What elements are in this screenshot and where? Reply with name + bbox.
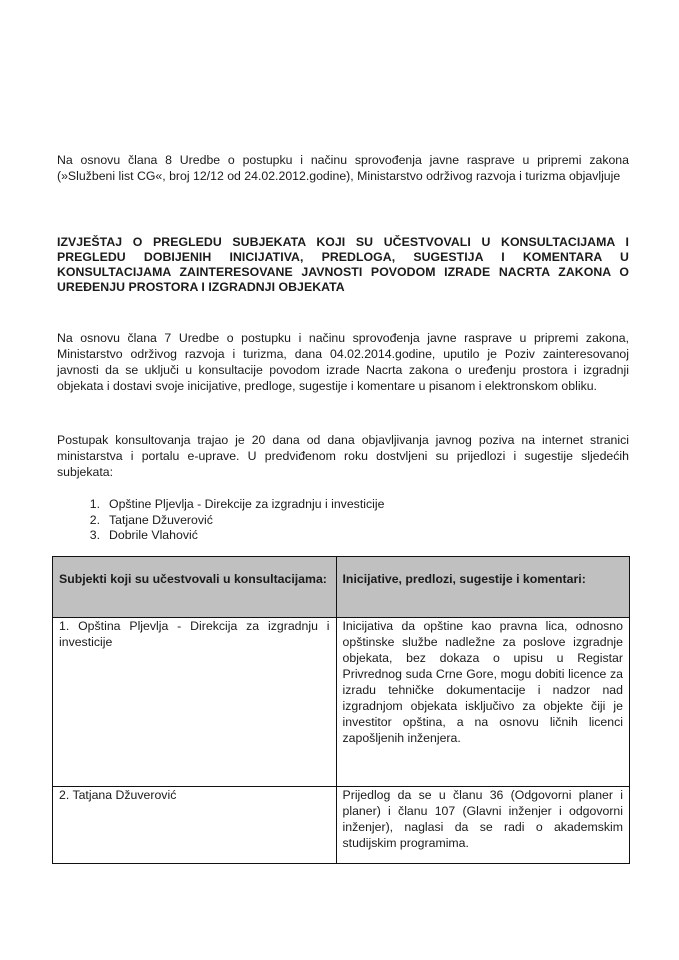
- list-item: [80, 528, 384, 544]
- table-cell-comment: Prijedlog da se u članu 36 (Odgovorni planer i planer) i članu 107 (Glavni inženjer i odgovorni inženjer), naglasi da se radi o akademskim studijskim programima.: [336, 787, 629, 864]
- subjects-list: [80, 497, 384, 544]
- table-cell-subject: 1. Opština Pljevlja - Direkcija za izgradnju i investicije: [53, 618, 337, 787]
- report-title: IZVJEŠTAJ O PREGLEDU SUBJEKATA KOJI SU UČESTVOVALI U KONSULTACIJAMA I PREGLEDU DOBIJENIH INICIJATIVA, PREDLOGA, SUGESTIJA I KOMENTARA U KONSULTACIJAMA ZAINTERESOVANE JAVNOSTI POVODOM IZRADE NACRTA ZAKONA O UREĐENJU PROSTORA I IZGRADNJI OBJEKATA: [57, 235, 629, 294]
- list-item-number: 2.: [89, 512, 100, 527]
- table-row: [53, 618, 630, 787]
- table-cell-subject: 2. Tatjana Džuverović: [53, 787, 337, 864]
- table-header-comments-label: Inicijative, predlozi, sugestije i komentari:: [342, 572, 586, 586]
- consultation-duration-paragraph: Postupak konsultovanja trajao je 20 dana od dana objavljivanja javnog poziva na internet stranici ministarstva i portalu e-uprave. U predviđenom roku dostvljeni su prijedlozi i sugestije sljedećih subjekata:: [57, 433, 629, 479]
- list-item-text: Dobrile Vlahović: [109, 528, 198, 542]
- list-item: [80, 497, 384, 513]
- list-item-number: 1.: [89, 497, 100, 511]
- list-item: [80, 513, 384, 529]
- table-header-subjects-label: Subjekti koji su učestvovali u konsultacijama:: [59, 572, 327, 586]
- table-cell-comment: Inicijativa da opštine kao pravna lica, odnosno opštinske službe nadležne za poslove izgradnje objekata, bez dokaza o upisu u Registar Privrednog suda Crne Gore, mogu dobiti licence za izradu tehničke dokumentacije i nadzor nad izgradnjom objekata isključivo za objekte čiji je investitor opština, a na osnovu ličnih licenci zapošljenih inženjera.: [336, 618, 629, 787]
- list-item-number: 3.: [89, 528, 100, 542]
- table-row: [53, 787, 630, 864]
- list-item-text: Opštine Pljevlja - Direkcije za izgradnju i investicije: [109, 497, 385, 511]
- consultation-call-paragraph: Na osnovu člana 7 Uredbe o postupku i načinu sprovođenja javne rasprave u pripremi zakona, Ministarstvo održivog razvoja i turizma, dana 04.02.2014.godine, uputilo je Poziv zainteresovanoj javnosti da se uključi u konsultacije povodom izrade Nacrta zakona o uređenju prostora i izgradnji objekata i dostavi svoje inicijative, predloge, sugestije i komentare u pisanom i elektronskom obliku.: [57, 331, 629, 393]
- list-item-text: Tatjane Džuverović: [109, 512, 213, 527]
- table-header-row: [53, 557, 630, 618]
- consultation-table: [52, 556, 630, 864]
- table-header-subjects: [53, 557, 337, 618]
- table-header-comments: [336, 557, 629, 618]
- intro-paragraph: Na osnovu člana 8 Uredbe o postupku i načinu sprovođenja javne rasprave u pripremi zakona (»Službeni list CG«, broj 12/12 od 24.02.2012.godine), Ministarstvo održivog razvoja i turizma objavljuje: [57, 153, 629, 183]
